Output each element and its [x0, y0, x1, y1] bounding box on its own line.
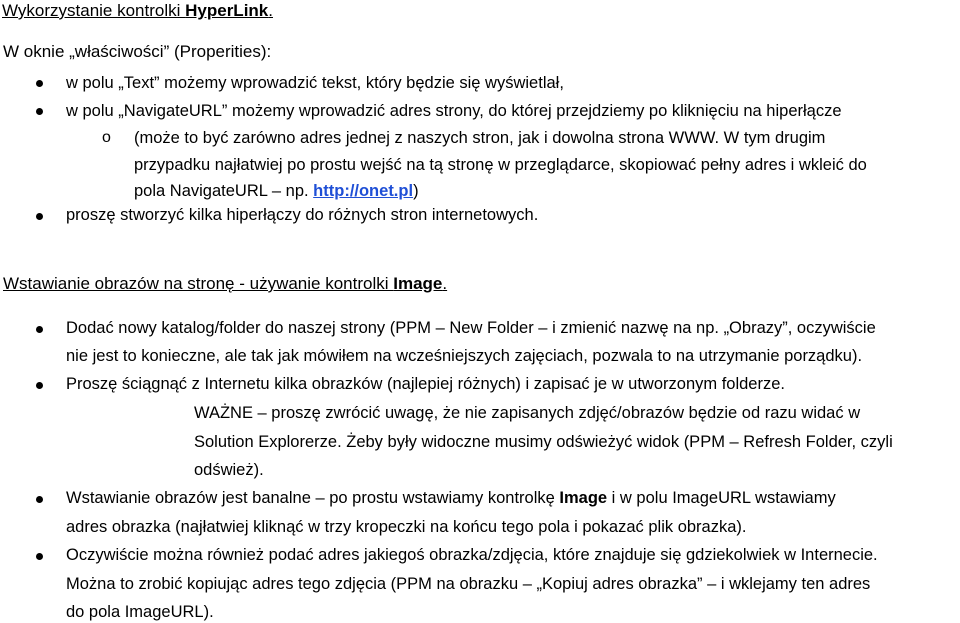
section1-intro: W oknie „właściwości” (Properities): [3, 42, 272, 61]
sub-item-line-1: (może to być zarówno adres jednej z naszych stron, jak i dowolna strona WWW. W tym drugim [134, 129, 826, 147]
list-item-insert-image-line-1: Wstawianie obrazów jest banalne – po prostu wstawiamy kontrolkę Image i w polu ImageURL wstawiamy [66, 489, 836, 507]
list-item-internet-image-line-1: Oczywiście można również podać adres jakiegoś obrazka/zdjęcia, które znajduje się gdziekolwiek w Internecie. [66, 546, 878, 564]
bullet-icon [36, 213, 43, 220]
bullet-icon [36, 108, 43, 115]
bullet-icon [36, 496, 43, 503]
bullet-icon [36, 553, 43, 560]
bullet-icon [36, 382, 43, 389]
list-item-new-folder-line-1: Dodać nowy katalog/folder do naszej strony (PPM – New Folder – i zmienić nazwę na np. „Obrazy”, oczywiście [66, 319, 876, 337]
note-line-1: WAŻNE – proszę zwrócić uwagę, że nie zapisanych zdjęć/obrazów będzie od razu widać w [194, 404, 861, 422]
bullet-icon [36, 80, 43, 87]
bullet-icon [36, 326, 43, 333]
note-line-3: odśwież). [194, 461, 264, 479]
sub-bullet-marker: o [102, 129, 111, 146]
section1-title: Wykorzystanie kontrolki HyperLink. [2, 1, 273, 20]
list-item-new-folder-line-2: nie jest to konieczne, ale tak jak mówiłem na wcześniejszych zajęciach, pozwala to na utrzymanie porządku). [66, 347, 863, 365]
list-item-create-hyperlinks: proszę stworzyć kilka hiperłączy do różnych stron internetowych. [66, 206, 539, 224]
list-item-download-images: Proszę ściągnąć z Internetu kilka obrazków (najlepiej różnych) i zapisać je w utworzonym folderze. [66, 375, 785, 393]
list-item-internet-image-line-3: do pola ImageURL). [66, 603, 214, 621]
sub-item-line-2: przypadku najłatwiej po prostu wejść na tą stronę w przeglądarce, skopiować pełny adres i wkleić do [134, 156, 867, 174]
onet-link[interactable]: http://onet.pl [313, 182, 414, 200]
note-line-2: Solution Explorerze. Żeby były widoczne musimy odświeżyć widok (PPM – Refresh Folder, czyli [194, 433, 893, 451]
list-item-insert-image-line-2: adres obrazka (najłatwiej kliknąć w trzy kropeczki na końcu tego pola i pokazać plik obrazka). [66, 518, 747, 536]
list-item-internet-image-line-2: Można to zrobić kopiując adres tego zdjęcia (PPM na obrazku – „Kopiuj adres obrazka” – i wklejamy ten adres [66, 575, 871, 593]
sub-item-line-3: pola NavigateURL – np. http://onet.pl) [134, 182, 419, 200]
list-item-text-field: w polu „Text” możemy wprowadzić tekst, który będzie się wyświetlał, [66, 74, 564, 92]
list-item-navigateurl-field: w polu „NavigateURL” możemy wprowadzić adres strony, do której przejdziemy po kliknięciu na hiperłącze [66, 102, 842, 120]
section2-title: Wstawianie obrazów na stronę - używanie kontrolki Image. [3, 274, 448, 293]
